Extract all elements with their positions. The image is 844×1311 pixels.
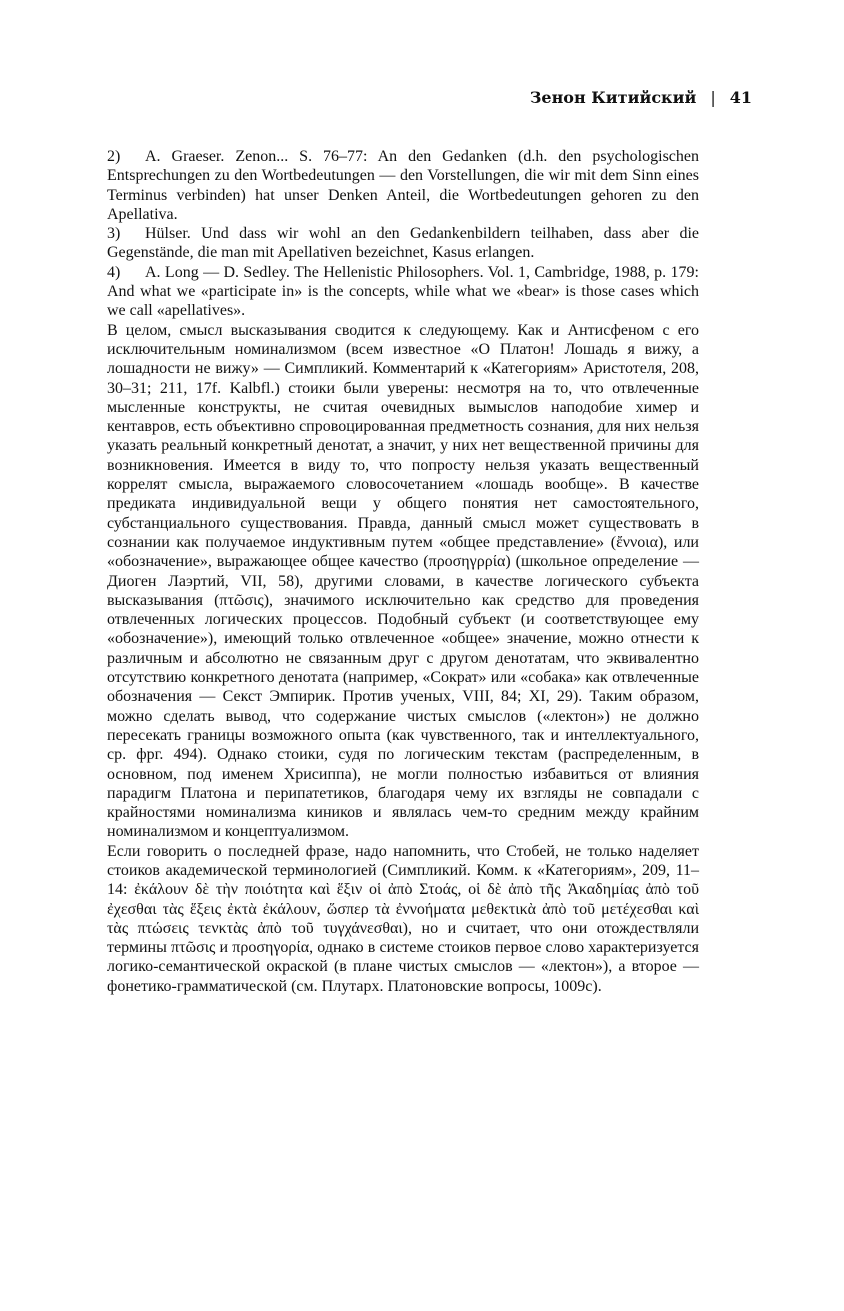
- footnote-number: 4): [107, 263, 121, 281]
- footnote-text: Hülser. Und dass wir wohl an den Gedankenbildern teilhaben, dass aber die Gegenstände, die man mit Apellativen bezeichnet, Kasus erlangen.: [107, 225, 699, 262]
- footnote-2: [107, 147, 699, 224]
- paragraph-1: В целом, смысл высказывания сводится к следующему. Как и Антисфеном с его исключительным номинализмом (всем известное «О Платон! Лошадь я вижу, а лошадности не вижу» — Симпликий. Комментарий к «Категориям» Аристотеля, 208, 30–31; 211, 17f. Kalbfl.) стоики были уверены: несмотря на то, что отвлеченные мысленные конструкты, не считая очевидных вымыслов наподобие химер и кентавров, есть объективно спровоцированная предметность сознания, для них нельзя указать реальный конкретный денотат, а значит, у них нет вещественной причины для возникновения. Имеется в виду то, что попросту нельзя указать вещественный коррелят смысла, выражаемого словосочетанием «лошадь вообще». В качестве предиката индивидуальной вещи у общего понятия нет самостоятельного, субстанциального существования. Правда, данный смысл может существовать в сознании как получаемое индуктивным путем «общее представление» (ἔννοια), или «обозначение», выражающее общее качество (προσηγρρία) (школьное определение — Диоген Лаэртий, VII, 58), другими словами, в качестве логического субъекта высказывания (πτῶσις), значимого исключительно как средство для проведения отвлеченных логических процессов. Подобный субъект (и соответствующее ему «обозначение»), имеющий только отвлеченное «общее» значение, можно отнести к различным и абсолютно не связанным друг с другом денотатам, что эквивалентно отсутствию конкретного денотата (например, «Сократ» или «собака» как отвлеченные обозначения — Секст Эмпирик. Против ученых, VIII, 84; XI, 29). Таким образом, можно сделать вывод, что содержание чистых смыслов («лектон») не должно пересекать границы возможного опыта (как чувственного, так и интеллектуального, ср. фрг. 494). Однако стоики, судя по логическим текстам (распределенным, в основном, под именем Хрисиппа), не могли полностью избавиться от влияния парадигм Платона и перипатетиков, благодаря чему их взгляды не совпадали с крайностями номинализма киников и являлась чем-то средним между крайним номинализмом и концептуализмом.: [107, 321, 699, 841]
- footnote-number: 2): [107, 148, 121, 165]
- footnote-text: A. Graeser. Zenon... S. 76–77: An den Gedanken (d.h. den psychologischen Entsprechungen zu den Wortbedeutungen — den Vorstellungen, die wir mit dem Sinn eines Terminus verbinden) hat unser Denken Anteil, die Wortbedeutungen gehoren zu den Apellativa.: [107, 148, 699, 223]
- footnote-number: 3): [107, 225, 121, 243]
- paragraph-2: Если говорить о последней фразе, надо напомнить, что Стобей, не только наделяет стоиков академической терминологией (Симпликий. Комм. к «Категориям», 209, 11–14: ἐκάλουν δὲ τὴν ποιότητα καὶ ἕξιν οἱ ἀπὸ Στοάς, οἱ δὲ ἀπὸ τῆς Ἀκαδημίας ἀπὸ τοῦ ἐχεσθαι τὰς ἕξεις ἐκτὰ ἐκάλουν, ὥσπερ τὰ ἐννοήματα μεθεκτικὰ ἀπὸ τοῦ μετέχεσθαι καὶ τὰς πτώσεις τενκτὰς ἀπὸ τοῦ τυγχάνεσθαι), но и считает, что они отождествляли термины πτῶσις и προσηγορία, однако в системе стоиков первое слово характеризуется логико-семантической окраской (в плане чистых смыслов — «лектон»), а второе — фонетико-грамматической (см. Плутарх. Платоновские вопросы, 1009с).: [107, 842, 699, 995]
- running-head: [530, 88, 752, 108]
- running-head-title: Зенон Китийский: [529, 88, 697, 107]
- page-number: 41: [729, 88, 752, 107]
- body-text: [107, 147, 699, 996]
- running-head-separator: |: [710, 88, 716, 107]
- footnote-4: [107, 263, 699, 321]
- footnote-3: [107, 224, 699, 263]
- footnote-text: A. Long — D. Sedley. The Hellenistic Philosophers. Vol. 1, Cambridge, 1988, p. 179: And what we «participate in» is the concepts, while what we «bear» is those cases which we call «apellatives».: [107, 263, 699, 320]
